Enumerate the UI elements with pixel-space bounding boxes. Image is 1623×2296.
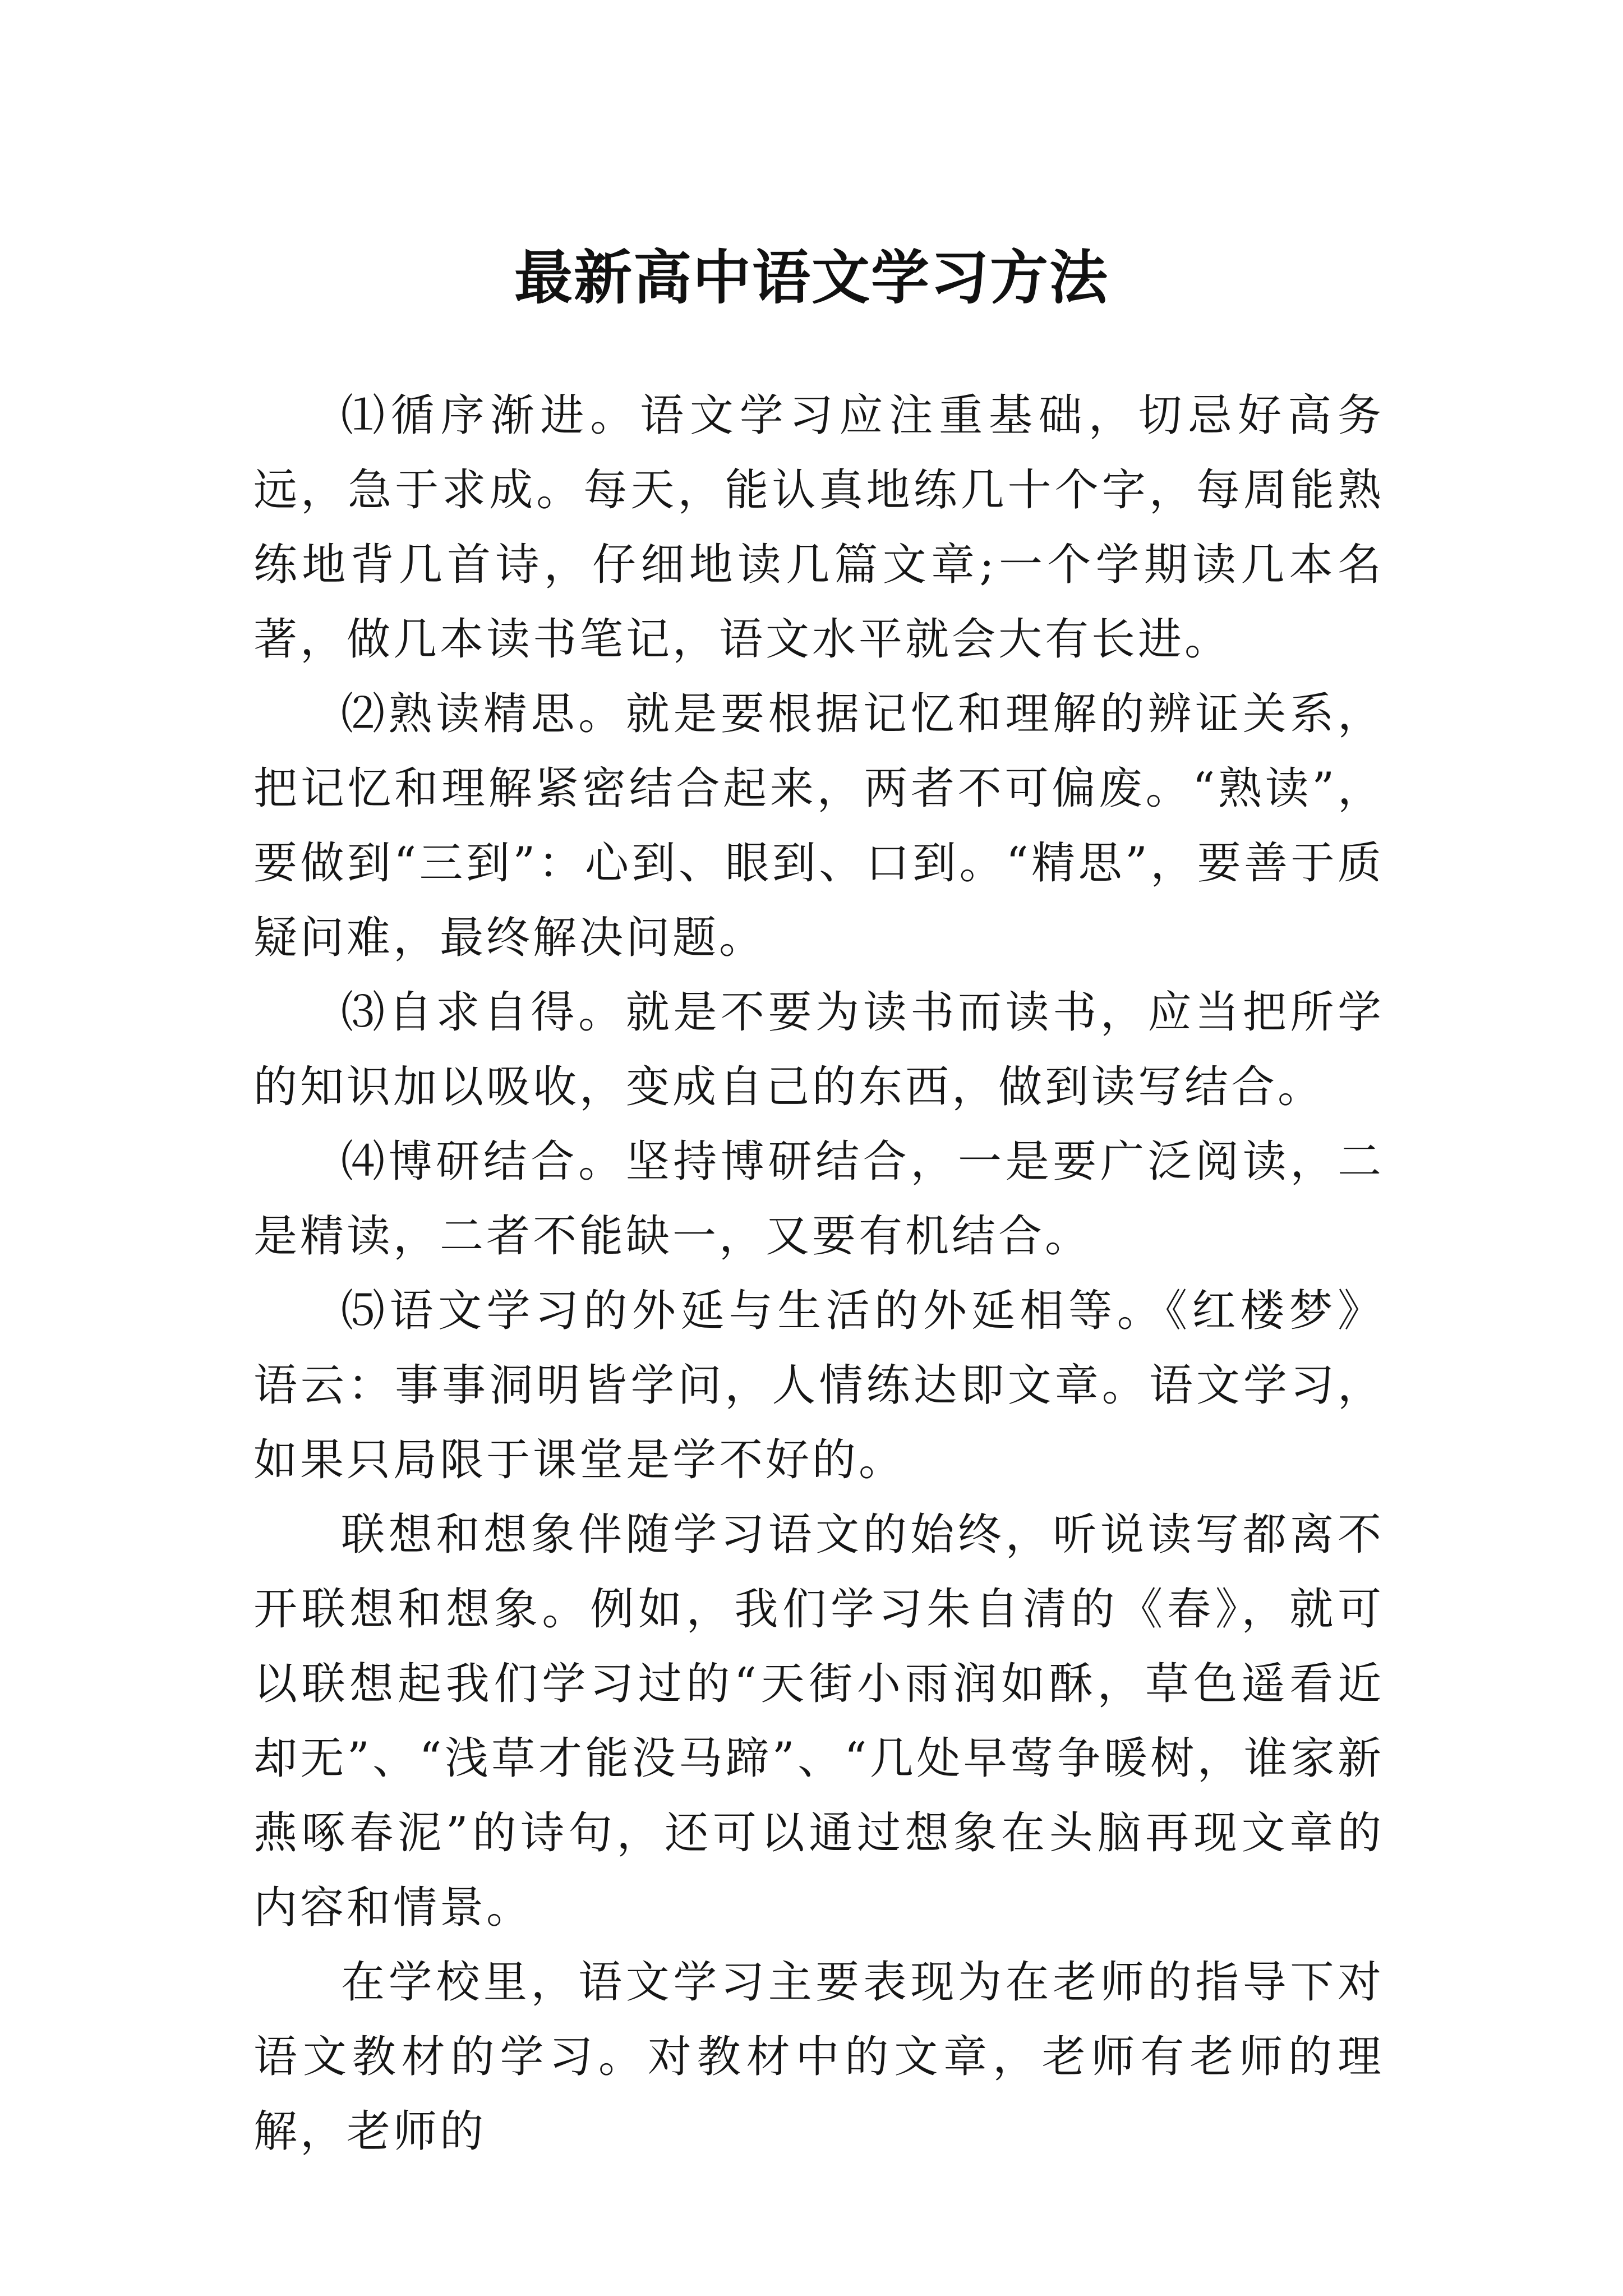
paragraph-3: ⑶自求自得。就是不要为读书而读书，应当把所学的知识加以吸收，变成自己的东西，做到读写结合。 xyxy=(253,987,1384,1112)
document-body xyxy=(253,379,1384,2169)
paragraph-1: ⑴循序渐进。语文学习应注重基础，切忌好高务远，急于求成。每天，能认真地练几十个字，每周能熟练地背几首诗，仔细地读几篇文章;一个学期读几本名著，做几本读书笔记，语文水平就会大有长进。 xyxy=(253,390,1384,665)
paragraph-6: 联想和想象伴随学习语文的始终，听说读写都离不开联想和想象。例如，我们学习朱自清的《春》，就可以联想起我们学习过的“天街小雨润如酥，草色遥看近却无”、“浅草才能没马蹄”、“几处早莺争暖树，谁家新燕啄春泥”的诗句，还可以通过想象在头脑再现文章的内容和情景。 xyxy=(253,1510,1384,1933)
paragraph-7: 在学校里，语文学习主要表现为在老师的指导下对语文教材的学习。对教材中的文章，老师有老师的理解，老师的 xyxy=(253,1957,1384,2157)
document-title: 最新高中语文学习方法 xyxy=(514,242,1109,312)
paragraph-5: ⑸语文学习的外延与生活的外延相等。《红楼梦》语云：事事洞明皆学问，人情练达即文章。语文学习，如果只局限于课堂是学不好的。 xyxy=(253,1286,1384,1485)
paragraph-2: ⑵熟读精思。就是要根据记忆和理解的辨证关系，把记忆和理解紧密结合起来，两者不可偏废。“熟读”，要做到“三到”：心到、眼到、口到。“精思”，要善于质疑问难，最终解决问题。 xyxy=(253,689,1384,963)
paragraph-4: ⑷博研结合。坚持博研结合，一是要广泛阅读，二是精读，二者不能缺一，又要有机结合。 xyxy=(253,1137,1384,1262)
